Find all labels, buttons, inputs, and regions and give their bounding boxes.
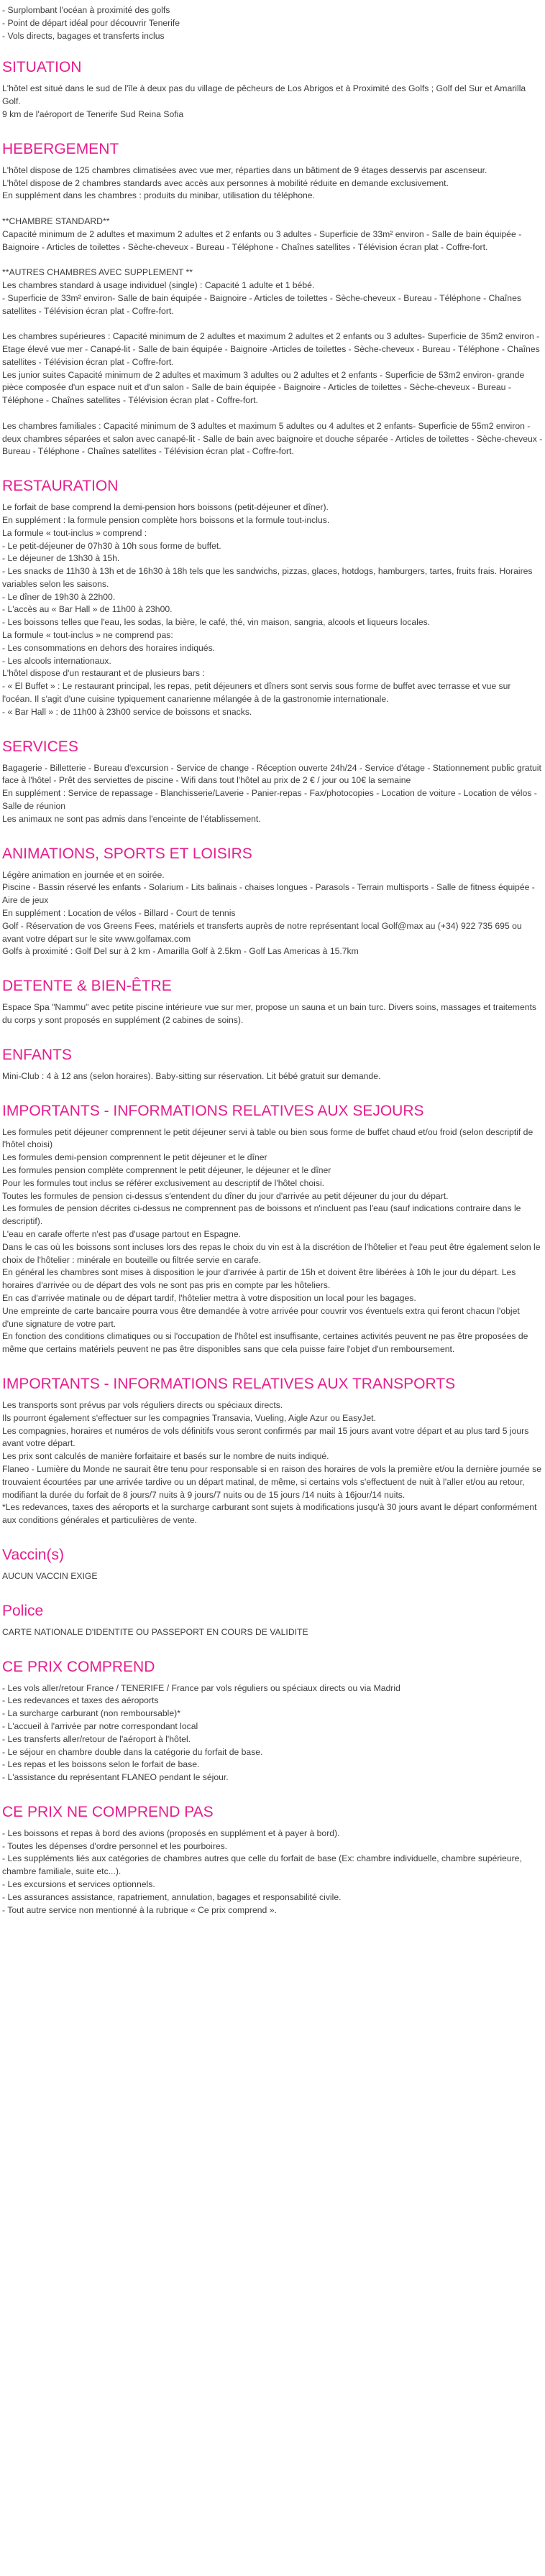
- section-text-line: **AUTRES CHAMBRES AVEC SUPPLEMENT **: [2, 267, 193, 278]
- section-services: [2, 738, 543, 826]
- intro-line: - Point de départ idéal pour découvrir Tenerife: [2, 17, 180, 28]
- section-text-line: Les transports sont prévus par vols réguliers directs ou spéciaux directs.: [2, 1399, 283, 1410]
- section-enfants: [2, 1046, 543, 1083]
- section-text-line: Golfs à proximité : Golf Del sur à 2 km - Amarilla Golf à 2.5km - Golf Las Americas à 15.7km: [2, 946, 359, 957]
- section-text-line: Les formules pension complète comprennent le petit déjeuner, le déjeuner et le dîner: [2, 1165, 331, 1175]
- section-text-line: Espace Spa "Nammu" avec petite piscine intérieure vue sur mer, propose un sauna et un bain turc. Divers soins, massages et traitements du corps y sont proposés en supplément (2 cabines de soins).: [2, 1002, 536, 1026]
- sections-container: [2, 58, 543, 1917]
- section-text-line: L'hôtel est situé dans le sud de l'île à deux pas du village de pêcheurs de Los Abrigos et à Proximité des Golfs ; Golf del Sur et Amarilla Golf.: [2, 83, 526, 107]
- section-text-line: - Les boissons et repas à bord des avions (proposés en supplément et à payer à bord).: [2, 1827, 340, 1838]
- section-text-line: Les formules petit déjeuner comprennent le petit déjeuner servi à table ou bien sous forme de buffet chaud et/ou froid (selon descriptif de l'hôtel choisi): [2, 1126, 533, 1150]
- section-text-line: Pour les formules tout inclus se référer exclusivement au descriptif de l'hôtel choisi.: [2, 1177, 325, 1188]
- section-text-line: Piscine - Bassin réservé les enfants - Solarium - Lits balinais - chaises longues - Parasols - Terrain multisports - Salle de fitness équipée - Aire de jeux: [2, 882, 535, 906]
- section-prix-comprend: [2, 1658, 543, 1784]
- section-text-line: Les chambres familiales : Capacité minimum de 3 adultes et maximum 5 adultes ou 4 adultes et 2 enfants- Superficie de 55m2 environ - deux chambres séparées et salon avec canapé-lit - Salle de bain avec baignoire et douche séparée - Articles de toilettes - Sèche-cheveux - Bureau - Téléphone - Chaînes satellites - Télévision écran plat - Coffre-fort.: [2, 420, 543, 457]
- section-text-line: Les junior suites Capacité minimum de 2 adultes et maximum 3 adultes ou 2 adultes et 2 enfants - Superficie de 53m2 environ- grande pièce composée d'un espace nuit et d'un salon - Salle de bain équipée - Baignoire - Articles de toilettes - Sèche-cheveux - Bureau - Téléphone - Chaînes satellites - Télévision écran plat - Coffre-fort.: [2, 369, 525, 406]
- section-text-line: - Les consommations en dehors des horaires indiqués.: [2, 642, 216, 653]
- section-text-line: CARTE NATIONALE D'IDENTITE OU PASSEPORT EN COURS DE VALIDITE: [2, 1626, 308, 1637]
- section-text-line: En cas d'arrivée matinale ou de départ tardif, l'hôtelier mettra à votre disposition un local pour les bagages.: [2, 1292, 416, 1303]
- section-title: CE PRIX COMPREND: [2, 1658, 155, 1675]
- section-text-line: Ils pourront également s'effectuer sur les compagnies Transavia, Vueling, Aigle Azur ou EasyJet.: [2, 1412, 376, 1423]
- blank-line: [2, 318, 543, 330]
- section-text-line: Les formules de pension décrites ci-dessus ne comprennent pas de boissons et n'incluent pas l'eau (sauf indications contraire dans le descriptif).: [2, 1203, 521, 1227]
- section-hebergement: [2, 140, 543, 458]
- section-prix-ne-comprend-pas: [2, 1803, 543, 1917]
- section-text-line: - L'accueil à l'arrivée par notre correspondant local: [2, 1720, 198, 1731]
- section-title: ANIMATIONS, SPORTS ET LOISIRS: [2, 845, 252, 862]
- section-text-line: - Les repas et les boissons selon le forfait de base.: [2, 1759, 200, 1770]
- section-text-line: - Superficie de 33m² environ- Salle de bain équipée - Baignoire - Articles de toilettes - Sèche-cheveux - Bureau - Téléphone - Chaînes satellites - Télévision écran plat - Coffre-fort.: [2, 292, 521, 316]
- section-text-line: Mini-Club : 4 à 12 ans (selon horaires). Baby-sitting sur réservation. Lit bébé gratuit sur demande.: [2, 1070, 381, 1081]
- intro-line: - Vols directs, bagages et transferts inclus: [2, 30, 165, 41]
- section-text-line: Les animaux ne sont pas admis dans l'enceinte de l'établissement.: [2, 813, 261, 824]
- section-text-line: - Tout autre service non mentionné à la rubrique « Ce prix comprend ».: [2, 1904, 277, 1915]
- section-title: DETENTE & BIEN-ÊTRE: [2, 978, 172, 995]
- section-restauration: [2, 477, 543, 719]
- blank-line: [2, 407, 543, 420]
- section-text-line: **CHAMBRE STANDARD**: [2, 216, 110, 226]
- section-text-line: AUCUN VACCIN EXIGE: [2, 1570, 98, 1581]
- section-text-line: - « El Buffet » : Le restaurant principal, les repas, petit déjeuners et dîners sont servis sous forme de buffet avec terrasse et vue sur l'océan. Il s'agit d'une cuisine typiquement canarienne mélangée à de la gastronomie internationale.: [2, 681, 511, 705]
- section-text-line: - Les snacks de 11h30 à 13h et de 16h30 à 18h tels que les sandwichs, pizzas, glaces, hotdogs, hamburgers, tartes, fruits frais. Horaires variables selon les saisons.: [2, 566, 533, 589]
- section-text-line: En supplément : Location de vélos - Billard - Court de tennis: [2, 908, 236, 919]
- intro-line: - Surplombant l'océan à proximité des golfs: [2, 5, 170, 15]
- section-text-line: Dans le cas où les boissons sont incluses lors des repas le choix du vin est à la discrétion de l'hôtelier et l'eau peut être également selon le choix de l'hôtelier : minérale en bouteille ou filtrée servie en carafe.: [2, 1241, 541, 1265]
- section-title: ENFANTS: [2, 1046, 72, 1063]
- section-text-line: - Les alcools internationaux.: [2, 655, 111, 666]
- section-text-line: Les compagnies, horaires et numéros de vols définitifs vous seront confirmés par mail 15 jours avant votre départ et au plus tard 5 jours avant votre départ.: [2, 1425, 529, 1449]
- section-title: Police: [2, 1602, 44, 1619]
- section-text-line: Toutes les formules de pension ci-dessus s'entendent du dîner du jour d'arrivée au petit déjeuner du jour du départ.: [2, 1190, 449, 1201]
- section-bien-etre: [2, 977, 543, 1027]
- intro-block: [2, 4, 543, 42]
- section-text-line: Une empreinte de carte bancaire pourra vous être demandée à votre arrivée pour couvrir vos éventuels extra qui feront chacun l'objet d'une signature de votre part.: [2, 1305, 520, 1329]
- section-text-line: - Les excursions et services optionnels.: [2, 1879, 155, 1890]
- section-title: CE PRIX NE COMPREND PAS: [2, 1803, 214, 1820]
- section-text-line: *Les redevances, taxes des aéroports et la surcharge carburant sont sujets à modifications jusqu'à 30 jours avant le départ conformément aux conditions générales et particulières de vente.: [2, 1502, 537, 1526]
- section-text-line: Le forfait de base comprend la demi-pension hors boissons (petit-déjeuner et dîner).: [2, 502, 329, 513]
- section-text-line: 9 km de l'aéroport de Tenerife Sud Reina Sofia: [2, 108, 184, 119]
- section-text-line: En supplément : la formule pension complète hors boissons et la formule tout-inclus.: [2, 514, 330, 525]
- section-text-line: L'hôtel dispose de 2 chambres standards avec accès aux personnes à mobilité réduite en demande exclusivement.: [2, 177, 449, 188]
- section-text-line: En supplément : Service de repassage - Blanchisserie/Laverie - Panier-repas - Fax/photocopies - Location de voiture - Location de vélos - Salle de réunion: [2, 788, 537, 812]
- section-text-line: - Le petit-déjeuner de 07h30 à 10h sous forme de buffet.: [2, 540, 221, 551]
- section-text-line: La formule « tout-inclus » comprend :: [2, 527, 147, 538]
- blank-line: [2, 254, 543, 267]
- section-text-line: Flaneo - Lumière du Monde ne saurait être tenu pour responsable si en raison des horaires de vols la première et/ou la dernière journée se trouvaient écourtées par une arrivée tardive ou un départ matinal, de même, si certains vols s'effectuent de nuit à l'aller et/ou au retour, modifiant la durée du forfait de 8 jours/7 nuits à 9 jours/7 nuits ou de 15 jours /14 nuits à 16jour/14 nuits.: [2, 1463, 541, 1500]
- section-text-line: - L'assistance du représentant FLANEO pendant le séjour.: [2, 1772, 229, 1783]
- section-text-line: - Les redevances et taxes des aéroports: [2, 1695, 159, 1706]
- section-text-line: Capacité minimum de 2 adultes et maximum 2 adultes et 2 enfants ou 3 adultes - Superficie de 33m² environ - Salle de bain équipée - Baignoire - Articles de toilettes - Sèche-cheveux - Bureau - Téléphone - Chaînes satellites - Télévision écran plat - Coffre-fort.: [2, 228, 522, 252]
- section-text-line: - Les transferts aller/retour de l'aéroport à l'hôtel.: [2, 1733, 191, 1744]
- section-text-line: - Le séjour en chambre double dans la catégorie du forfait de base.: [2, 1746, 263, 1757]
- section-text-line: - Le déjeuner de 13h30 à 15h.: [2, 553, 120, 564]
- section-police: [2, 1602, 543, 1639]
- section-text-line: Bagagerie - Billetterie - Bureau d'excursion - Service de change - Réception ouverte 24h/24 - Service d'étage - Stationnement public gratuit face à l'hôtel - Prêt des serviettes de piscine - Wifi dans tout l'hôtel au prix de 2 € / jour ou 10€ la semaine: [2, 762, 541, 786]
- section-title: Vaccin(s): [2, 1546, 64, 1563]
- section-infos-transports: [2, 1375, 543, 1527]
- section-animations: [2, 845, 543, 959]
- section-text-line: - Les assurances assistance, rapatriement, annulation, bagages et responsabilité civile.: [2, 1891, 342, 1902]
- section-text-line: Les formules demi-pension comprennent le petit déjeuner et le dîner: [2, 1152, 267, 1163]
- section-title: RESTAURATION: [2, 478, 119, 495]
- section-text-line: L'eau en carafe offerte n'est pas d'usage partout en Espagne.: [2, 1228, 241, 1239]
- section-text-line: Les prix sont calculés de manière forfaitaire et basés sur le nombre de nuits indiqué.: [2, 1451, 329, 1462]
- section-text-line: - Le dîner de 19h30 à 22h00.: [2, 591, 116, 602]
- section-text-line: - Les vols aller/retour France / TENERIFE / France par vols réguliers ou spéciaux directs ou via Madrid: [2, 1682, 400, 1693]
- section-text-line: La formule « tout-inclus » ne comprend pas:: [2, 630, 173, 641]
- section-title: HEBERGEMENT: [2, 140, 119, 157]
- section-text-line: L'hôtel dispose de 125 chambres climatisées avec vue mer, réparties dans un bâtiment de 9 étages desservis par ascenseur.: [2, 165, 487, 175]
- section-infos-sejours: [2, 1102, 543, 1356]
- section-text-line: En fonction des conditions climatiques ou si l'occupation de l'hôtel est insuffisante, certaines activités peuvent ne pas être proposées de même que certains matériels peuvent ne pas être disponibles sans que cela puisse faire l'objet d'un remboursement.: [2, 1331, 528, 1355]
- section-text-line: - La surcharge carburant (non remboursable)*: [2, 1708, 180, 1719]
- section-title: IMPORTANTS - INFORMATIONS RELATIVES AUX TRANSPORTS: [2, 1375, 456, 1392]
- section-text-line: Golf - Réservation de vos Greens Fees, matériels et transferts auprès de notre représentant local Golf@max au (+34) 922 735 695 ou avant votre départ sur le site www.golfamax.com: [2, 920, 522, 944]
- section-title: SITUATION: [2, 59, 82, 76]
- blank-line: [2, 203, 543, 216]
- section-text-line: Les chambres standard à usage individuel (single) : Capacité 1 adulte et 1 bébé.: [2, 279, 315, 290]
- section-situation: [2, 58, 543, 121]
- section-text-line: - « Bar Hall » : de 11h00 à 23h00 service de boissons et snacks.: [2, 706, 252, 717]
- section-text-line: Les chambres supérieures : Capacité minimum de 2 adultes et maximum 2 adultes et 2 enfants ou 3 adultes- Superficie de 35m2 environ - Etage élevé vue mer - Canapé-lit - Salle de bain équipée - Baignoire -Articles de toilettes - Sèche-cheveux - Bureau - Téléphone - Chaînes satellites - Télévision écran plat - Coffre-fort.: [2, 331, 540, 367]
- section-title: SERVICES: [2, 738, 78, 755]
- section-title: IMPORTANTS - INFORMATIONS RELATIVES AUX SEJOURS: [2, 1102, 424, 1119]
- section-vaccins: [2, 1546, 543, 1583]
- section-text-line: En supplément dans les chambres : produits du minibar, utilisation du téléphone.: [2, 190, 315, 201]
- section-text-line: - L'accès au « Bar Hall » de 11h00 à 23h00.: [2, 604, 173, 615]
- section-text-line: Légère animation en journée et en soirée.: [2, 869, 165, 880]
- section-text-line: - Les suppléments liés aux catégories de chambres autres que celle du forfait de base (Ex: chambre individuelle, chambre supérieure, chambre familiale, suite etc...).: [2, 1853, 522, 1877]
- section-text-line: - Les boissons telles que l'eau, les sodas, la bière, le café, thé, vin maison, sangria, alcools et liqueurs locales.: [2, 617, 431, 628]
- section-text-line: L'hôtel dispose d'un restaurant et de plusieurs bars :: [2, 668, 205, 679]
- section-text-line: - Toutes les dépenses d'ordre personnel et les pourboires.: [2, 1840, 228, 1851]
- section-text-line: En général les chambres sont mises à disposition le jour d'arrivée à partir de 15h et doivent être libérées à 10h le jour du départ. Les horaires d'arrivée ou de départ des vols ne sont pas pris en compte par les hôteliers.: [2, 1267, 516, 1291]
